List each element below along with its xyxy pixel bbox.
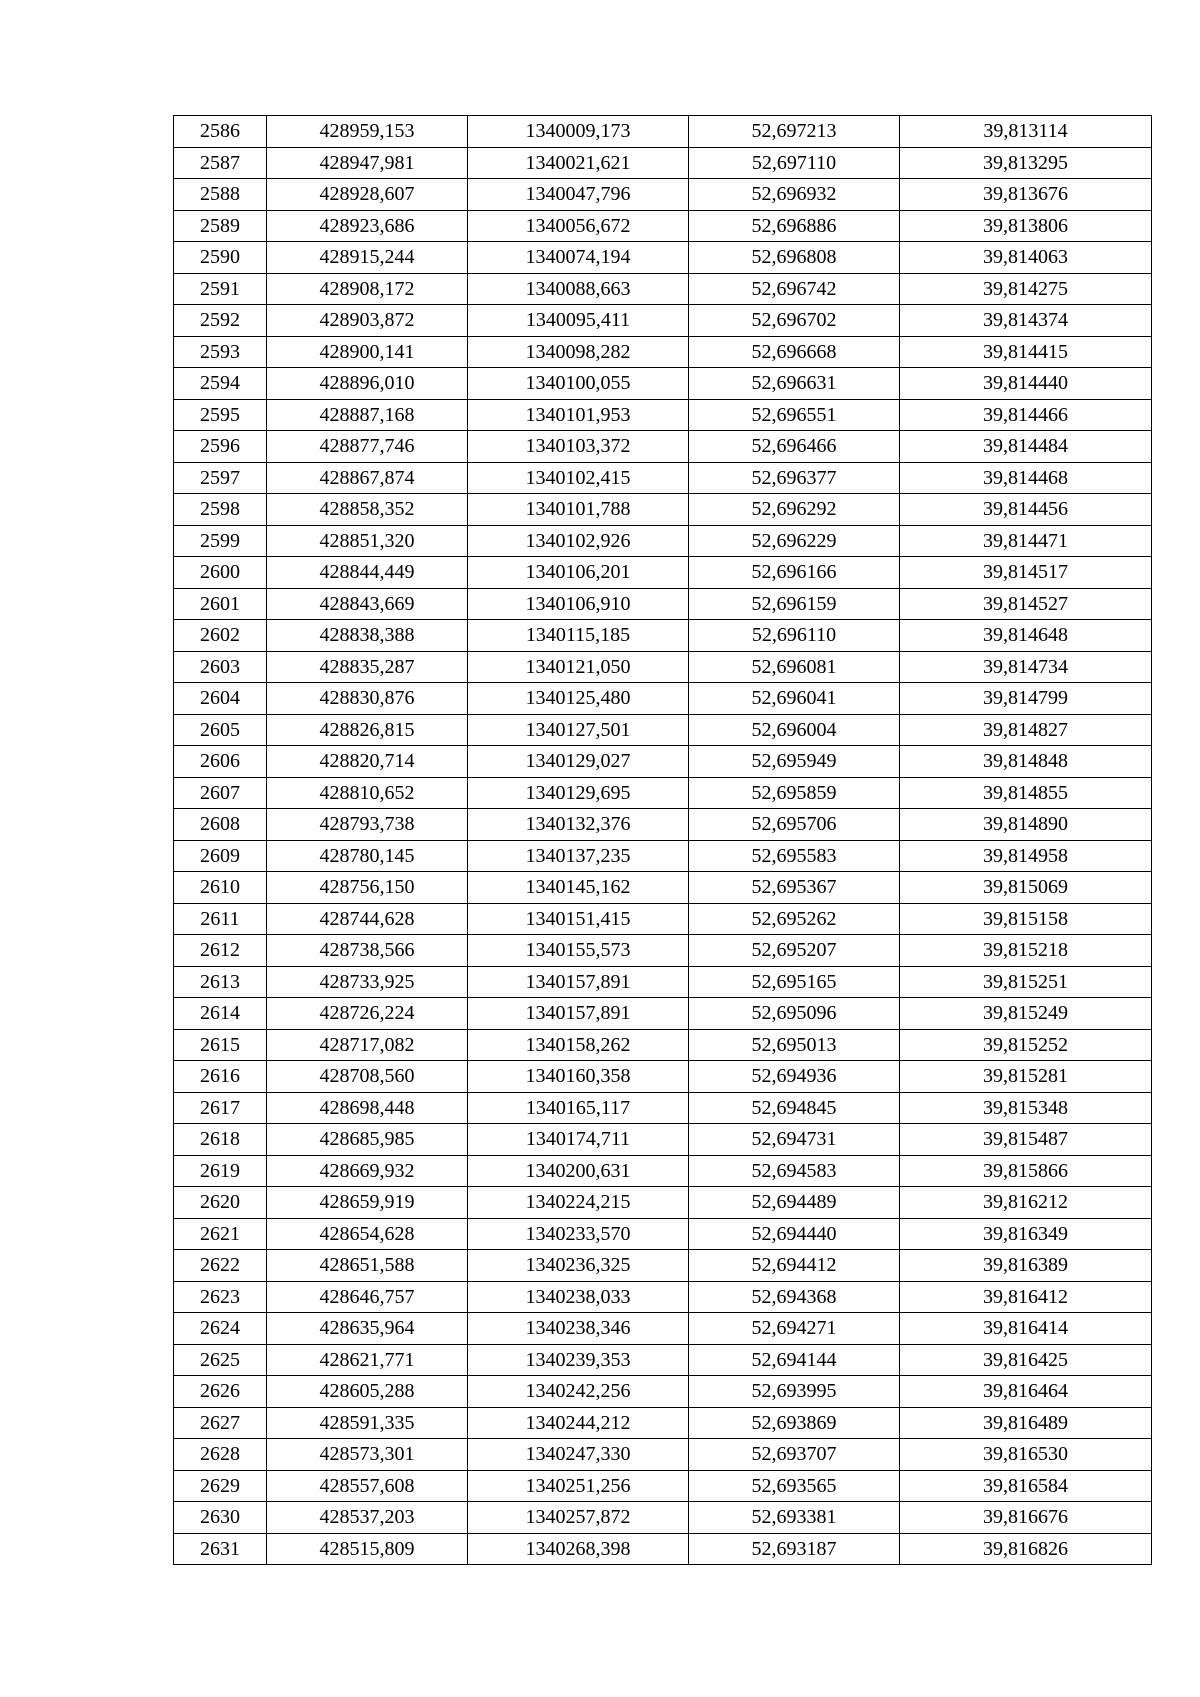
table-row	[174, 1250, 1152, 1282]
point-number-cell: 2598	[174, 494, 267, 526]
table-row	[174, 1281, 1152, 1313]
latitude-cell: 52,696668	[689, 336, 900, 368]
table-row	[174, 1313, 1152, 1345]
point-number-cell: 2614	[174, 998, 267, 1030]
point-number-cell: 2626	[174, 1376, 267, 1408]
y-coordinate-cell: 1340047,796	[468, 179, 689, 211]
point-number-cell: 2622	[174, 1250, 267, 1282]
table-row	[174, 179, 1152, 211]
point-number-cell: 2594	[174, 368, 267, 400]
point-number-cell: 2623	[174, 1281, 267, 1313]
table-row	[174, 1061, 1152, 1093]
point-number-cell: 2591	[174, 273, 267, 305]
point-number-cell: 2627	[174, 1407, 267, 1439]
longitude-cell: 39,815487	[900, 1124, 1152, 1156]
x-coordinate-cell: 428635,964	[267, 1313, 468, 1345]
x-coordinate-cell: 428738,566	[267, 935, 468, 967]
point-number-cell: 2628	[174, 1439, 267, 1471]
table-row	[174, 935, 1152, 967]
x-coordinate-cell: 428573,301	[267, 1439, 468, 1471]
y-coordinate-cell: 1340103,372	[468, 431, 689, 463]
point-number-cell: 2600	[174, 557, 267, 589]
longitude-cell: 39,813114	[900, 116, 1152, 148]
latitude-cell: 52,695207	[689, 935, 900, 967]
y-coordinate-cell: 1340088,663	[468, 273, 689, 305]
latitude-cell: 52,695583	[689, 840, 900, 872]
latitude-cell: 52,696551	[689, 399, 900, 431]
y-coordinate-cell: 1340106,201	[468, 557, 689, 589]
longitude-cell: 39,816584	[900, 1470, 1152, 1502]
y-coordinate-cell: 1340021,621	[468, 147, 689, 179]
point-number-cell: 2606	[174, 746, 267, 778]
point-number-cell: 2589	[174, 210, 267, 242]
latitude-cell: 52,696110	[689, 620, 900, 652]
y-coordinate-cell: 1340121,050	[468, 651, 689, 683]
latitude-cell: 52,696292	[689, 494, 900, 526]
point-number-cell: 2629	[174, 1470, 267, 1502]
latitude-cell: 52,694412	[689, 1250, 900, 1282]
x-coordinate-cell: 428537,203	[267, 1502, 468, 1534]
latitude-cell: 52,694440	[689, 1218, 900, 1250]
x-coordinate-cell: 428947,981	[267, 147, 468, 179]
y-coordinate-cell: 1340238,033	[468, 1281, 689, 1313]
point-number-cell: 2595	[174, 399, 267, 431]
latitude-cell: 52,695013	[689, 1029, 900, 1061]
latitude-cell: 52,694731	[689, 1124, 900, 1156]
y-coordinate-cell: 1340009,173	[468, 116, 689, 148]
longitude-cell: 39,815158	[900, 903, 1152, 935]
longitude-cell: 39,814827	[900, 714, 1152, 746]
point-number-cell: 2608	[174, 809, 267, 841]
latitude-cell: 52,696808	[689, 242, 900, 274]
point-number-cell: 2587	[174, 147, 267, 179]
table-row	[174, 116, 1152, 148]
table-row	[174, 431, 1152, 463]
table-row	[174, 872, 1152, 904]
longitude-cell: 39,814440	[900, 368, 1152, 400]
x-coordinate-cell: 428908,172	[267, 273, 468, 305]
longitude-cell: 39,813676	[900, 179, 1152, 211]
table-row	[174, 777, 1152, 809]
y-coordinate-cell: 1340174,711	[468, 1124, 689, 1156]
table-row	[174, 462, 1152, 494]
point-number-cell: 2597	[174, 462, 267, 494]
longitude-cell: 39,816826	[900, 1533, 1152, 1565]
x-coordinate-cell: 428708,560	[267, 1061, 468, 1093]
point-number-cell: 2620	[174, 1187, 267, 1219]
longitude-cell: 39,814527	[900, 588, 1152, 620]
table-row	[174, 620, 1152, 652]
x-coordinate-cell: 428515,809	[267, 1533, 468, 1565]
longitude-cell: 39,814855	[900, 777, 1152, 809]
y-coordinate-cell: 1340137,235	[468, 840, 689, 872]
x-coordinate-cell: 428717,082	[267, 1029, 468, 1061]
point-number-cell: 2603	[174, 651, 267, 683]
point-number-cell: 2602	[174, 620, 267, 652]
y-coordinate-cell: 1340200,631	[468, 1155, 689, 1187]
point-number-cell: 2618	[174, 1124, 267, 1156]
latitude-cell: 52,696631	[689, 368, 900, 400]
y-coordinate-cell: 1340074,194	[468, 242, 689, 274]
latitude-cell: 52,694489	[689, 1187, 900, 1219]
latitude-cell: 52,695706	[689, 809, 900, 841]
longitude-cell: 39,816676	[900, 1502, 1152, 1534]
y-coordinate-cell: 1340268,398	[468, 1533, 689, 1565]
latitude-cell: 52,696159	[689, 588, 900, 620]
x-coordinate-cell: 428810,652	[267, 777, 468, 809]
y-coordinate-cell: 1340132,376	[468, 809, 689, 841]
point-number-cell: 2593	[174, 336, 267, 368]
latitude-cell: 52,696166	[689, 557, 900, 589]
longitude-cell: 39,815251	[900, 966, 1152, 998]
y-coordinate-cell: 1340157,891	[468, 966, 689, 998]
point-number-cell: 2611	[174, 903, 267, 935]
longitude-cell: 39,814517	[900, 557, 1152, 589]
latitude-cell: 52,693707	[689, 1439, 900, 1471]
x-coordinate-cell: 428780,145	[267, 840, 468, 872]
point-number-cell: 2621	[174, 1218, 267, 1250]
table-row	[174, 1470, 1152, 1502]
y-coordinate-cell: 1340257,872	[468, 1502, 689, 1534]
longitude-cell: 39,816530	[900, 1439, 1152, 1471]
longitude-cell: 39,815348	[900, 1092, 1152, 1124]
table-row	[174, 336, 1152, 368]
y-coordinate-cell: 1340115,185	[468, 620, 689, 652]
latitude-cell: 52,693869	[689, 1407, 900, 1439]
latitude-cell: 52,696466	[689, 431, 900, 463]
table-row	[174, 557, 1152, 589]
table-row	[174, 1187, 1152, 1219]
x-coordinate-cell: 428844,449	[267, 557, 468, 589]
y-coordinate-cell: 1340236,325	[468, 1250, 689, 1282]
y-coordinate-cell: 1340242,256	[468, 1376, 689, 1408]
table-row	[174, 1218, 1152, 1250]
latitude-cell: 52,694845	[689, 1092, 900, 1124]
latitude-cell: 52,695949	[689, 746, 900, 778]
point-number-cell: 2610	[174, 872, 267, 904]
table-row	[174, 840, 1152, 872]
y-coordinate-cell: 1340160,358	[468, 1061, 689, 1093]
longitude-cell: 39,814848	[900, 746, 1152, 778]
table-row	[174, 210, 1152, 242]
latitude-cell: 52,693187	[689, 1533, 900, 1565]
y-coordinate-cell: 1340127,501	[468, 714, 689, 746]
x-coordinate-cell: 428605,288	[267, 1376, 468, 1408]
y-coordinate-cell: 1340238,346	[468, 1313, 689, 1345]
longitude-cell: 39,814456	[900, 494, 1152, 526]
x-coordinate-cell: 428838,388	[267, 620, 468, 652]
x-coordinate-cell: 428591,335	[267, 1407, 468, 1439]
y-coordinate-cell: 1340158,262	[468, 1029, 689, 1061]
latitude-cell: 52,696702	[689, 305, 900, 337]
table-row	[174, 1092, 1152, 1124]
x-coordinate-cell: 428820,714	[267, 746, 468, 778]
longitude-cell: 39,814484	[900, 431, 1152, 463]
longitude-cell: 39,814466	[900, 399, 1152, 431]
x-coordinate-cell: 428835,287	[267, 651, 468, 683]
table-row	[174, 1439, 1152, 1471]
x-coordinate-cell: 428851,320	[267, 525, 468, 557]
latitude-cell: 52,694936	[689, 1061, 900, 1093]
y-coordinate-cell: 1340129,027	[468, 746, 689, 778]
point-number-cell: 2607	[174, 777, 267, 809]
table-row	[174, 1502, 1152, 1534]
x-coordinate-cell: 428915,244	[267, 242, 468, 274]
table-row	[174, 305, 1152, 337]
table-row	[174, 903, 1152, 935]
point-number-cell: 2609	[174, 840, 267, 872]
y-coordinate-cell: 1340125,480	[468, 683, 689, 715]
latitude-cell: 52,696742	[689, 273, 900, 305]
point-number-cell: 2586	[174, 116, 267, 148]
table-row	[174, 368, 1152, 400]
x-coordinate-cell: 428959,153	[267, 116, 468, 148]
table-row	[174, 1376, 1152, 1408]
x-coordinate-cell: 428756,150	[267, 872, 468, 904]
table-row	[174, 1344, 1152, 1376]
table-row	[174, 1407, 1152, 1439]
longitude-cell: 39,816425	[900, 1344, 1152, 1376]
point-number-cell: 2630	[174, 1502, 267, 1534]
point-number-cell: 2590	[174, 242, 267, 274]
point-number-cell: 2592	[174, 305, 267, 337]
longitude-cell: 39,816389	[900, 1250, 1152, 1282]
latitude-cell: 52,696229	[689, 525, 900, 557]
latitude-cell: 52,695262	[689, 903, 900, 935]
longitude-cell: 39,816349	[900, 1218, 1152, 1250]
latitude-cell: 52,695859	[689, 777, 900, 809]
x-coordinate-cell: 428726,224	[267, 998, 468, 1030]
x-coordinate-cell: 428928,607	[267, 179, 468, 211]
x-coordinate-cell: 428651,588	[267, 1250, 468, 1282]
latitude-cell: 52,695096	[689, 998, 900, 1030]
x-coordinate-cell: 428698,448	[267, 1092, 468, 1124]
point-number-cell: 2615	[174, 1029, 267, 1061]
point-number-cell: 2596	[174, 431, 267, 463]
table-row	[174, 998, 1152, 1030]
table-row	[174, 966, 1152, 998]
latitude-cell: 52,694144	[689, 1344, 900, 1376]
point-number-cell: 2601	[174, 588, 267, 620]
x-coordinate-cell: 428830,876	[267, 683, 468, 715]
latitude-cell: 52,697213	[689, 116, 900, 148]
x-coordinate-cell: 428923,686	[267, 210, 468, 242]
coordinates-table-body	[174, 116, 1152, 1565]
point-number-cell: 2612	[174, 935, 267, 967]
table-row	[174, 525, 1152, 557]
table-row	[174, 714, 1152, 746]
latitude-cell: 52,694583	[689, 1155, 900, 1187]
latitude-cell: 52,693995	[689, 1376, 900, 1408]
y-coordinate-cell: 1340224,215	[468, 1187, 689, 1219]
y-coordinate-cell: 1340101,953	[468, 399, 689, 431]
x-coordinate-cell: 428793,738	[267, 809, 468, 841]
latitude-cell: 52,697110	[689, 147, 900, 179]
y-coordinate-cell: 1340165,117	[468, 1092, 689, 1124]
longitude-cell: 39,815249	[900, 998, 1152, 1030]
latitude-cell: 52,696081	[689, 651, 900, 683]
longitude-cell: 39,814890	[900, 809, 1152, 841]
longitude-cell: 39,815069	[900, 872, 1152, 904]
longitude-cell: 39,813295	[900, 147, 1152, 179]
longitude-cell: 39,814734	[900, 651, 1152, 683]
table-row	[174, 1029, 1152, 1061]
y-coordinate-cell: 1340129,695	[468, 777, 689, 809]
table-row	[174, 494, 1152, 526]
table-row	[174, 147, 1152, 179]
x-coordinate-cell: 428887,168	[267, 399, 468, 431]
longitude-cell: 39,815866	[900, 1155, 1152, 1187]
x-coordinate-cell: 428826,815	[267, 714, 468, 746]
longitude-cell: 39,813806	[900, 210, 1152, 242]
y-coordinate-cell: 1340157,891	[468, 998, 689, 1030]
longitude-cell: 39,814648	[900, 620, 1152, 652]
x-coordinate-cell: 428896,010	[267, 368, 468, 400]
y-coordinate-cell: 1340233,570	[468, 1218, 689, 1250]
x-coordinate-cell: 428646,757	[267, 1281, 468, 1313]
x-coordinate-cell: 428621,771	[267, 1344, 468, 1376]
latitude-cell: 52,696886	[689, 210, 900, 242]
y-coordinate-cell: 1340239,353	[468, 1344, 689, 1376]
longitude-cell: 39,814468	[900, 462, 1152, 494]
y-coordinate-cell: 1340244,212	[468, 1407, 689, 1439]
table-row	[174, 651, 1152, 683]
y-coordinate-cell: 1340095,411	[468, 305, 689, 337]
latitude-cell: 52,696004	[689, 714, 900, 746]
table-row	[174, 1124, 1152, 1156]
latitude-cell: 52,694271	[689, 1313, 900, 1345]
longitude-cell: 39,816414	[900, 1313, 1152, 1345]
point-number-cell: 2631	[174, 1533, 267, 1565]
longitude-cell: 39,814275	[900, 273, 1152, 305]
table-row	[174, 588, 1152, 620]
table-row	[174, 809, 1152, 841]
x-coordinate-cell: 428903,872	[267, 305, 468, 337]
point-number-cell: 2625	[174, 1344, 267, 1376]
latitude-cell: 52,696932	[689, 179, 900, 211]
longitude-cell: 39,814799	[900, 683, 1152, 715]
longitude-cell: 39,814063	[900, 242, 1152, 274]
point-number-cell: 2619	[174, 1155, 267, 1187]
x-coordinate-cell: 428843,669	[267, 588, 468, 620]
y-coordinate-cell: 1340101,788	[468, 494, 689, 526]
x-coordinate-cell: 428685,985	[267, 1124, 468, 1156]
point-number-cell: 2617	[174, 1092, 267, 1124]
latitude-cell: 52,695367	[689, 872, 900, 904]
x-coordinate-cell: 428744,628	[267, 903, 468, 935]
coordinates-table	[173, 115, 1152, 1565]
latitude-cell: 52,696041	[689, 683, 900, 715]
y-coordinate-cell: 1340247,330	[468, 1439, 689, 1471]
longitude-cell: 39,815281	[900, 1061, 1152, 1093]
table-row	[174, 746, 1152, 778]
longitude-cell: 39,816464	[900, 1376, 1152, 1408]
table-row	[174, 1533, 1152, 1565]
x-coordinate-cell: 428654,628	[267, 1218, 468, 1250]
y-coordinate-cell: 1340098,282	[468, 336, 689, 368]
y-coordinate-cell: 1340100,055	[468, 368, 689, 400]
point-number-cell: 2588	[174, 179, 267, 211]
table-row	[174, 683, 1152, 715]
y-coordinate-cell: 1340251,256	[468, 1470, 689, 1502]
table-row	[174, 1155, 1152, 1187]
longitude-cell: 39,814471	[900, 525, 1152, 557]
table-row	[174, 273, 1152, 305]
table-row	[174, 399, 1152, 431]
point-number-cell: 2604	[174, 683, 267, 715]
x-coordinate-cell: 428900,141	[267, 336, 468, 368]
latitude-cell: 52,693381	[689, 1502, 900, 1534]
point-number-cell: 2613	[174, 966, 267, 998]
point-number-cell: 2605	[174, 714, 267, 746]
latitude-cell: 52,693565	[689, 1470, 900, 1502]
longitude-cell: 39,816412	[900, 1281, 1152, 1313]
longitude-cell: 39,814958	[900, 840, 1152, 872]
latitude-cell: 52,695165	[689, 966, 900, 998]
x-coordinate-cell: 428557,608	[267, 1470, 468, 1502]
y-coordinate-cell: 1340102,415	[468, 462, 689, 494]
longitude-cell: 39,816489	[900, 1407, 1152, 1439]
point-number-cell: 2599	[174, 525, 267, 557]
y-coordinate-cell: 1340151,415	[468, 903, 689, 935]
longitude-cell: 39,815252	[900, 1029, 1152, 1061]
point-number-cell: 2624	[174, 1313, 267, 1345]
x-coordinate-cell: 428669,932	[267, 1155, 468, 1187]
y-coordinate-cell: 1340056,672	[468, 210, 689, 242]
x-coordinate-cell: 428867,874	[267, 462, 468, 494]
x-coordinate-cell: 428733,925	[267, 966, 468, 998]
y-coordinate-cell: 1340106,910	[468, 588, 689, 620]
latitude-cell: 52,694368	[689, 1281, 900, 1313]
y-coordinate-cell: 1340155,573	[468, 935, 689, 967]
longitude-cell: 39,816212	[900, 1187, 1152, 1219]
point-number-cell: 2616	[174, 1061, 267, 1093]
x-coordinate-cell: 428858,352	[267, 494, 468, 526]
longitude-cell: 39,814415	[900, 336, 1152, 368]
latitude-cell: 52,696377	[689, 462, 900, 494]
x-coordinate-cell: 428877,746	[267, 431, 468, 463]
longitude-cell: 39,814374	[900, 305, 1152, 337]
longitude-cell: 39,815218	[900, 935, 1152, 967]
y-coordinate-cell: 1340145,162	[468, 872, 689, 904]
y-coordinate-cell: 1340102,926	[468, 525, 689, 557]
x-coordinate-cell: 428659,919	[267, 1187, 468, 1219]
table-row	[174, 242, 1152, 274]
